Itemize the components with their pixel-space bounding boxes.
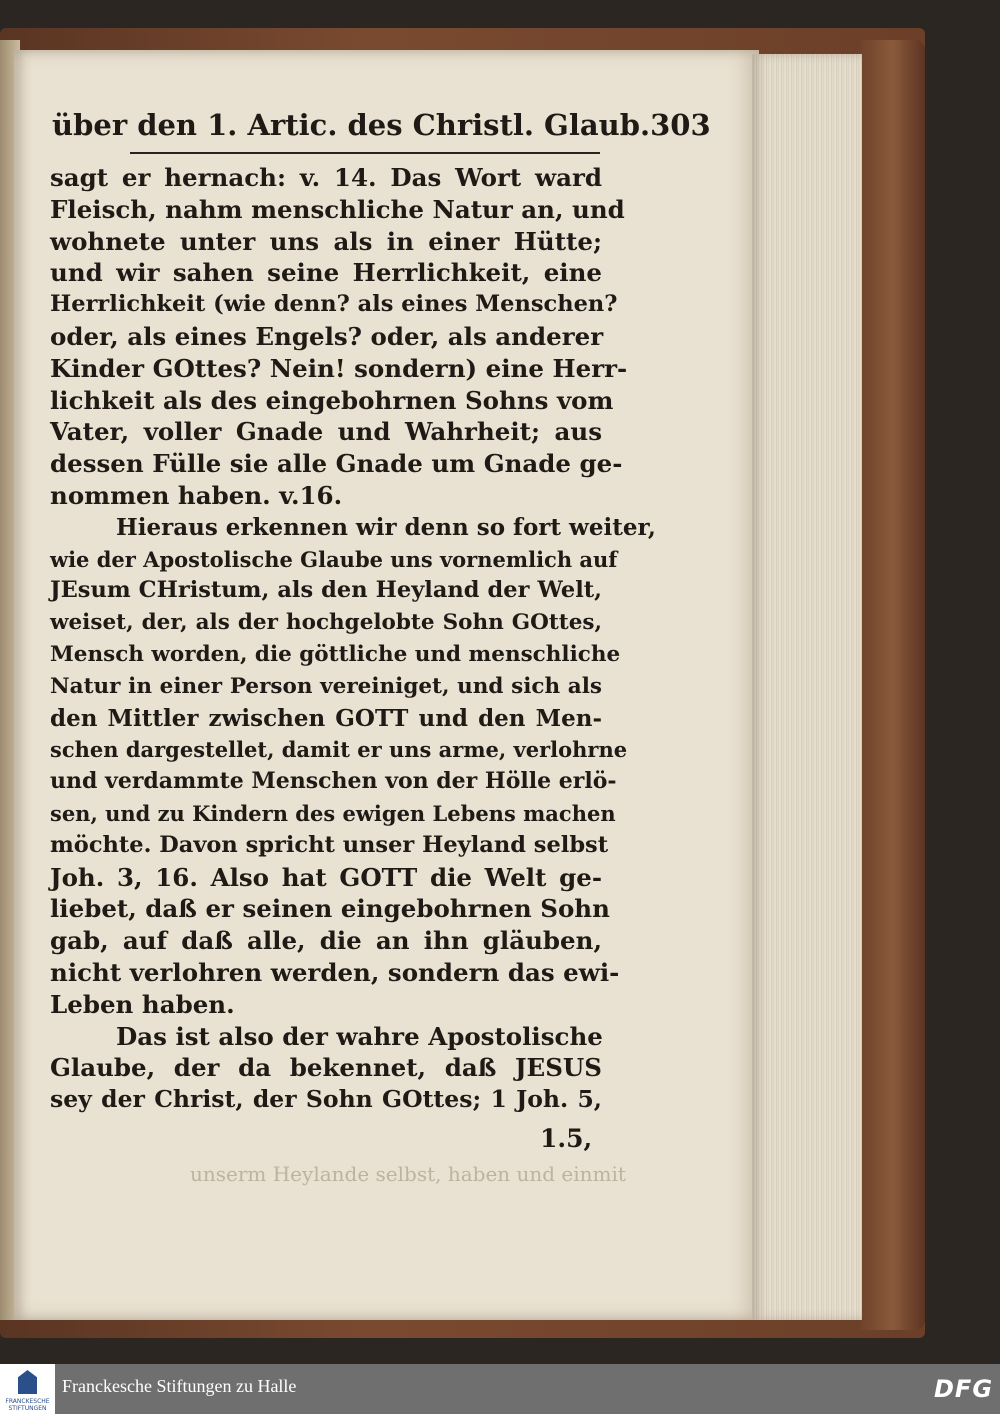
logo-caption: FRANCKESCHE STIFTUNGEN bbox=[5, 1398, 50, 1412]
text-line: Vater, voller Gnade und Wahrheit; aus bbox=[50, 417, 602, 447]
dfg-logo[interactable]: DFG bbox=[934, 1375, 994, 1403]
text-line: schen dargestellet, damit er uns arme, verlohrne bbox=[50, 737, 628, 763]
text-line: Glaube, der da bekennet, daß JESUS bbox=[50, 1053, 602, 1083]
text-line: Mensch worden, die göttliche und menschliche bbox=[50, 641, 621, 667]
text-line: oder, als eines Engels? oder, als anderer bbox=[50, 321, 604, 351]
text-line: weiset, der, als der hochgelobte Sohn GOttes, bbox=[50, 610, 602, 636]
catchword: 1.5, bbox=[540, 1124, 593, 1153]
running-header bbox=[52, 108, 711, 152]
text-line: Leben haben. bbox=[50, 989, 235, 1019]
text-line: möchte. Davon spricht unser Heyland selbst bbox=[50, 831, 609, 858]
text-line: Fleisch, nahm menschliche Natur an, und bbox=[50, 194, 625, 224]
text-line: den Mittler zwischen GOTT und den Men- bbox=[50, 704, 602, 732]
text-line: Kinder GOttes? Nein! sondern) eine Herr- bbox=[50, 353, 628, 383]
building-icon bbox=[18, 1370, 37, 1394]
text-line: Das ist also der wahre Apostolische bbox=[116, 1021, 603, 1051]
text-line: dessen Fülle sie alle Gnade um Gnade ge- bbox=[50, 449, 623, 479]
text-line: lichkeit als des eingebohrnen Sohns vom bbox=[50, 385, 614, 415]
text-line: wohnete unter uns als in einer Hütte; bbox=[50, 226, 602, 256]
text-line: und wir sahen seine Herrlichkeit, eine bbox=[50, 258, 602, 288]
body-text bbox=[50, 162, 656, 1116]
text-line: sagt er hernach: v. 14. Das Wort ward bbox=[50, 163, 602, 192]
running-title: über den 1. Artic. des Christl. Glaub. bbox=[52, 108, 651, 142]
text-line: liebet, daß er seinen eingebohrnen Sohn bbox=[50, 894, 610, 924]
franckesche-stiftungen-logo[interactable] bbox=[0, 1364, 55, 1414]
bleed-through-text: unserm Heylande selbst, haben und einmit bbox=[190, 1162, 626, 1186]
text-line: Joh. 3, 16. Also hat GOTT die Welt ge- bbox=[50, 862, 602, 892]
text-line: und verdammte Menschen von der Hölle erlö- bbox=[50, 768, 617, 795]
text-line: sen, und zu Kindern des ewigen Lebens machen bbox=[50, 800, 616, 826]
text-line: nicht verlohren werden, sondern das ewi- bbox=[50, 957, 620, 987]
institution-name: Franckesche Stiftungen zu Halle bbox=[62, 1376, 297, 1396]
book-spine-edge bbox=[860, 40, 925, 1330]
page-edges bbox=[752, 54, 862, 1320]
text-line: JEsum CHristum, als den Heyland der Welt, bbox=[50, 577, 602, 604]
viewer-footer bbox=[0, 1364, 1000, 1414]
text-line: wie der Apostolische Glaube uns vornemlich auf bbox=[50, 546, 618, 572]
text-line: gab, auf daß alle, die an ihn gläuben, bbox=[50, 926, 602, 956]
text-line: sey der Christ, der Sohn GOttes; 1 Joh. 5, bbox=[50, 1085, 602, 1114]
text-line: Herrlichkeit (wie denn? als eines Menschen? bbox=[50, 291, 618, 318]
header-rule bbox=[130, 152, 600, 154]
text-line: Natur in einer Person vereiniget, und sich als bbox=[50, 673, 602, 699]
page-number: 303 bbox=[650, 108, 711, 142]
text-line: Hieraus erkennen wir denn so fort weiter, bbox=[116, 513, 656, 541]
text-line: nommen haben. v.16. bbox=[50, 480, 343, 510]
